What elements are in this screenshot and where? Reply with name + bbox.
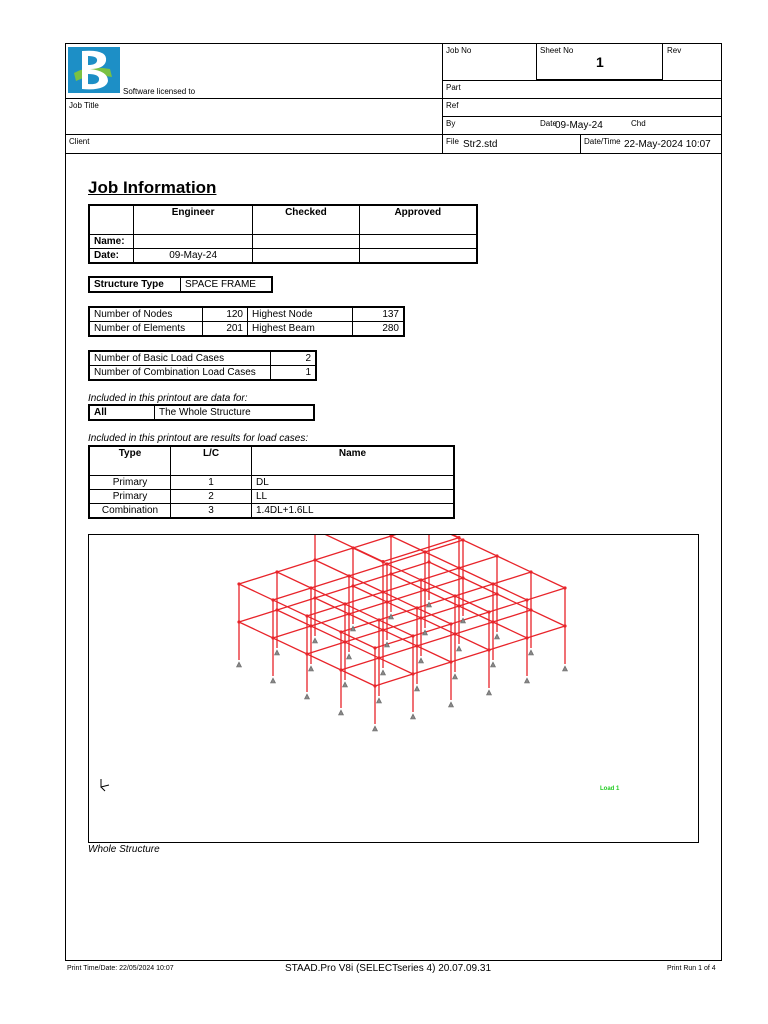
support-icon: [415, 686, 420, 691]
lc-number: 2: [171, 490, 252, 504]
table-row: [89, 476, 454, 490]
client-label: Client: [69, 137, 90, 146]
basic-load-label: Number of Basic Load Cases: [89, 351, 271, 366]
file-value: Str2.std: [463, 139, 498, 150]
frame-node: [237, 582, 240, 585]
frame-node: [339, 630, 342, 633]
table-row: [89, 490, 454, 504]
frame-node: [275, 570, 278, 573]
sheet-no-label: Sheet No: [540, 46, 574, 55]
frame-node: [343, 602, 346, 605]
chd-label: Chd: [631, 119, 646, 128]
frame-node: [487, 648, 490, 651]
frame-node: [309, 586, 312, 589]
frame-node: [419, 616, 422, 619]
frame-node: [495, 554, 498, 557]
frame-member: [341, 610, 531, 670]
support-icon: [237, 662, 242, 667]
frame-member: [391, 535, 459, 538]
results-caption: Included in this printout are results for load cases:: [88, 433, 309, 444]
nodes-value: 120: [203, 307, 248, 322]
approved-header: Approved: [359, 205, 477, 235]
support-icon: [347, 654, 352, 659]
support-icon: [313, 638, 318, 643]
frame-node: [525, 598, 528, 601]
frame-node: [377, 656, 380, 659]
header-divider: [580, 134, 581, 153]
support-icon: [457, 646, 462, 651]
frame-node: [271, 598, 274, 601]
date-label: Date: [540, 119, 557, 128]
frame-member: [273, 540, 463, 600]
all-value: The Whole Structure: [155, 405, 315, 420]
frame-node: [347, 574, 350, 577]
frame-node: [563, 624, 566, 627]
rev-label: Rev: [667, 46, 682, 55]
support-icon: [305, 694, 310, 699]
load-count-table: [88, 350, 317, 381]
frame-node: [381, 628, 384, 631]
frame-node: [351, 546, 354, 549]
structure-type-table: [88, 276, 273, 293]
highest-node-label: Highest Node: [248, 307, 353, 322]
lc-number: 3: [171, 504, 252, 519]
type-header: Type: [89, 446, 171, 476]
lc-name: 1.4DL+1.6LL: [252, 504, 455, 519]
frame-node: [305, 652, 308, 655]
support-icon: [487, 690, 492, 695]
data-caption: Included in this printout are data for:: [88, 393, 248, 404]
support-icon: [373, 726, 378, 731]
frame-node: [525, 636, 528, 639]
lc-type: Primary: [89, 476, 171, 490]
engineer-header: Engineer: [134, 205, 253, 235]
frame-node: [461, 538, 464, 541]
nodes-label: Number of Nodes: [89, 307, 203, 322]
comb-load-label: Number of Combination Load Cases: [89, 366, 271, 381]
table-row: [89, 504, 454, 519]
support-icon: [495, 634, 500, 639]
included-data-table: [88, 404, 315, 421]
structure-type-value: SPACE FRAME: [181, 277, 273, 292]
support-icon: [525, 678, 530, 683]
structure-type-label: Structure Type: [89, 277, 181, 292]
all-label: All: [89, 405, 155, 420]
frame-node: [457, 604, 460, 607]
counts-table: [88, 306, 405, 337]
job-no-label: Job No: [446, 46, 472, 55]
frame-member: [383, 538, 459, 562]
header-line: [442, 80, 722, 81]
frame-node: [381, 590, 384, 593]
name-label: Name:: [89, 235, 134, 249]
frame-node: [457, 566, 460, 569]
support-icon: [563, 666, 568, 671]
frame-node: [389, 572, 392, 575]
highest-node-value: 137: [353, 307, 405, 322]
frame-node: [373, 646, 376, 649]
frame-node: [271, 636, 274, 639]
job-title-label: Job Title: [69, 101, 99, 110]
frame-node: [529, 570, 532, 573]
frame-node: [377, 618, 380, 621]
frame-node: [237, 620, 240, 623]
frame-node: [457, 536, 460, 539]
frame-node: [309, 624, 312, 627]
frame-node: [491, 620, 494, 623]
frame-node: [427, 560, 430, 563]
support-icon: [529, 650, 534, 655]
frame-node: [453, 632, 456, 635]
frame-node: [423, 550, 426, 553]
datetime-value: 22-May-2024 10:07: [624, 139, 711, 150]
support-icon: [491, 662, 496, 667]
frame-node: [381, 560, 384, 563]
support-icon: [419, 658, 424, 663]
load-cases-table: [88, 445, 455, 519]
support-icon: [453, 674, 458, 679]
frame-node: [495, 592, 498, 595]
support-icon: [381, 670, 386, 675]
date-row-label: Date:: [89, 249, 134, 264]
frame-node: [461, 576, 464, 579]
comb-load-value: 1: [271, 366, 317, 381]
frame-node: [313, 558, 316, 561]
highest-beam-value: 280: [353, 322, 405, 337]
engineer-date: 09-May-24: [134, 249, 253, 264]
frame-node: [347, 612, 350, 615]
axis-icon: [101, 779, 109, 791]
structure-frame-drawing: [89, 535, 698, 842]
print-time: Print Time/Date: 22/05/2024 10:07: [67, 965, 174, 972]
file-label: File: [446, 137, 459, 146]
lc-name: DL: [252, 476, 455, 490]
page-title: Job Information: [88, 178, 217, 197]
support-icon: [275, 650, 280, 655]
frame-node: [305, 614, 308, 617]
structure-figure: [88, 534, 699, 843]
frame-node: [343, 640, 346, 643]
date-value: 09-May-24: [555, 120, 603, 131]
frame-node: [411, 634, 414, 637]
frame-node: [529, 608, 532, 611]
frame-node: [411, 672, 414, 675]
frame-node: [313, 596, 316, 599]
ref-label: Ref: [446, 101, 459, 110]
frame-member: [375, 626, 565, 686]
print-run: Print Run 1 of 4: [667, 965, 716, 972]
support-icon: [309, 666, 314, 671]
approval-table: [88, 204, 478, 264]
frame-node: [491, 582, 494, 585]
frame-node: [453, 594, 456, 597]
lc-number: 1: [171, 476, 252, 490]
header-line: [442, 116, 722, 117]
part-label: Part: [446, 83, 461, 92]
header-line: [65, 134, 722, 135]
frame-node: [351, 584, 354, 587]
support-icon: [343, 682, 348, 687]
sheet-no-value: 1: [596, 54, 604, 70]
support-icon: [411, 714, 416, 719]
frame-node: [385, 562, 388, 565]
load-label: Load 1: [600, 786, 620, 792]
frame-node: [275, 608, 278, 611]
elements-label: Number of Elements: [89, 322, 203, 337]
lc-name: LL: [252, 490, 455, 504]
checked-header: Checked: [253, 205, 359, 235]
frame-node: [415, 644, 418, 647]
figure-caption: Whole Structure: [88, 844, 160, 855]
licensed-to-label: Software licensed to: [123, 87, 196, 96]
support-icon: [377, 698, 382, 703]
program-version: STAAD.Pro V8i (SELECTseries 4) 20.07.09.31: [285, 963, 492, 974]
frame-node: [373, 684, 376, 687]
company-logo-icon: [68, 47, 120, 93]
frame-node: [449, 622, 452, 625]
support-icon: [271, 678, 276, 683]
frame-node: [423, 588, 426, 591]
frame-member: [307, 556, 497, 616]
lc-type: Combination: [89, 504, 171, 519]
support-icon: [449, 702, 454, 707]
lc-type: Primary: [89, 490, 171, 504]
header-line: [65, 98, 722, 99]
frame-node: [415, 606, 418, 609]
elements-value: 201: [203, 322, 248, 337]
lc-header: L/C: [171, 446, 252, 476]
datetime-label: Date/Time: [584, 137, 621, 146]
frame-node: [419, 578, 422, 581]
support-icon: [339, 710, 344, 715]
basic-load-value: 2: [271, 351, 317, 366]
frame-node: [385, 600, 388, 603]
frame-node: [449, 660, 452, 663]
highest-beam-label: Highest Beam: [248, 322, 353, 337]
frame-node: [487, 610, 490, 613]
frame-node: [339, 668, 342, 671]
by-label: By: [446, 119, 456, 128]
header-line: [65, 153, 722, 154]
frame-node: [563, 586, 566, 589]
name-header: Name: [252, 446, 455, 476]
